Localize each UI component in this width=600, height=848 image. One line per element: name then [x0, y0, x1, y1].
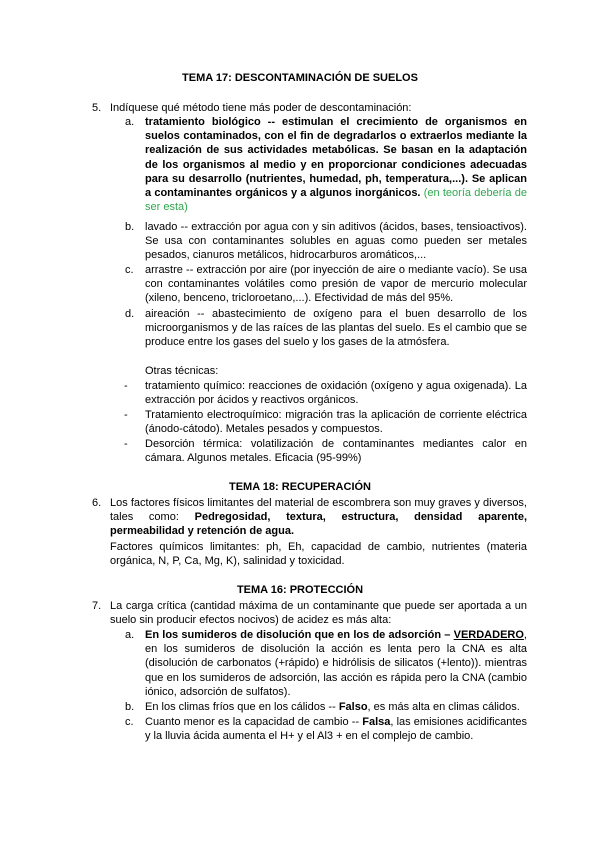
other-techniques-title: Otras técnicas: — [145, 365, 219, 377]
option-d-text: aireación -- abastecimiento de oxígeno para el buen desarrollo de los microorganismos y de las raíces de las plantas del suelo. Es el cambio que se produce entre los gases del suelo y los gases de la atmósfera. — [145, 308, 527, 349]
question-text — [110, 496, 527, 539]
option-a-bold: tratamiento biológico -- estimulan el crecimiento de organismos en suelos contaminados, con el fin de degradarlos o extraerlos mediante la realización de sus actividades metabólicas. Se basan en la adaptación de los organismos al medio y en proporcionar condiciones adecuadas para su desarrollo (nutrientes, humedad, ph, temperatura,...). Se aplican a contaminantes orgánicos y a algunos inorgánicos. — [145, 116, 527, 200]
option-b-text: lavado -- extracción por agua con y sin aditivos (ácidos, bases, tensioactivos). Se usa con contaminantes solubles en aguas como pueden ser metales pesados, cianuros metálicos, hidrocarburos aromáticos,... — [145, 221, 527, 262]
option-label: b. — [125, 221, 135, 233]
option-a-text — [145, 115, 527, 214]
question-number: 7. — [92, 600, 102, 612]
option-label: b. — [125, 701, 135, 713]
q7c-verdict: Falsa — [362, 716, 391, 728]
q6-text: Los factores físicos limitantes del material de escombrera son muy graves y diversos, tales como: — [110, 497, 527, 524]
section-title-tema16: TEMA 16: PROTECCIÓN — [236, 584, 364, 596]
q7a-bold: En los sumideros de disolución que en los de adsorción – — [145, 629, 451, 641]
bullet-dash: - — [124, 438, 128, 450]
question-text: La carga crítica (cantidad máxima de un contaminante que puede ser aportada a un suelo sin producir efectos nocivos) de acidez es más alta: — [110, 600, 527, 627]
option-a-note: (en teoría debería de ser esta) — [145, 187, 527, 214]
bullet-dash: - — [124, 380, 128, 392]
q7a-verdict: VERDADERO — [453, 629, 524, 641]
option-c-text — [145, 715, 527, 743]
question-number: 6. — [92, 497, 102, 509]
section-title-tema18: TEMA 18: RECUPERACIÓN — [229, 481, 371, 493]
option-c-text: arrastre -- extracción por aire (por inyección de aire o mediante vacío). Se usa con contaminantes volátiles como presión de vapor de mercurio molecular (xileno, benceno, tricloroetano,...). Efectividad de más del 95%. — [145, 264, 527, 305]
q7a-text: , en los sumideros de disolución la acción es lenta pero la CNA es alta (disolución de carbonatos (+rápido) e hidrólisis de silicatos (+lento)). mientras que en los sumideros de adsorción, las acción es rápida pero la CNA (cambio iónico, adsorción de sulfatos). — [145, 629, 527, 698]
q7c-post: , las emisiones acidificantes y la lluvia ácida aumenta el H+ y el Al3 + en el complejo de cambio. — [145, 716, 528, 743]
question-number: 5. — [92, 102, 102, 114]
option-label: d. — [125, 308, 135, 320]
option-b-text — [145, 700, 527, 714]
q7b-verdict: Falso — [338, 701, 368, 713]
bullet-dash: - — [124, 409, 128, 421]
technique-item: Tratamiento electroquímico: migración tras la aplicación de corriente eléctrica (ánodo-cátodo). Metales pesados y compuestos. — [145, 409, 527, 436]
option-label: a. — [125, 629, 135, 641]
question-text: Indíquese qué método tiene más poder de descontaminación: — [110, 102, 412, 114]
q6-extra-text: Factores químicos limitantes: ph, Eh, capacidad de cambio, nutrientes (materia orgánica, N, P, Ca, Mg, K), salinidad y toxicidad. — [110, 541, 527, 568]
section-title-tema17: TEMA 17: DESCONTAMINACIÓN DE SUELOS — [182, 72, 418, 84]
q7c-pre: Cuanto menor es la capacidad de cambio -- — [145, 716, 363, 728]
option-a-text — [145, 628, 527, 699]
q6-bold: Pedregosidad, textura, estructura, densidad aparente, permeabilidad y retención de agua. — [110, 511, 527, 538]
technique-item: tratamiento químico: reacciones de oxidación (oxígeno y agua oxigenada). La extracción por ácidos y reactivos orgánicos. — [145, 380, 527, 407]
option-label: c. — [125, 264, 134, 276]
option-label: a. — [125, 116, 135, 128]
q7b-pre: En los climas fríos que en los cálidos -- — [145, 701, 339, 713]
q7b-post: , es más alta en climas cálidos. — [367, 701, 520, 713]
technique-item: Desorción térmica: volatilización de contaminantes mediantes calor en cámara. Algunos metales. Eficacia (95-99%) — [145, 438, 527, 465]
option-label: c. — [125, 716, 134, 728]
